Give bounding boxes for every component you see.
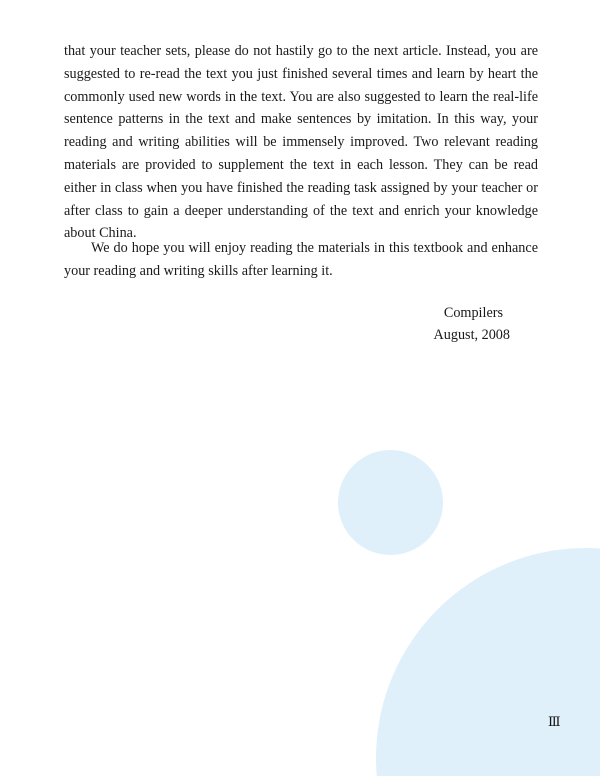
signature-date: August, 2008 <box>433 327 510 343</box>
signature-name: Compilers <box>443 305 503 321</box>
decorative-circle-small <box>338 450 443 555</box>
decorative-circle-large <box>376 548 600 776</box>
body-paragraph-2: We do hope you will enjoy reading the materials in this textbook and enhance your reading and writing skills after learning it. <box>64 240 538 279</box>
page-number: Ⅲ <box>548 714 560 729</box>
body-paragraph-1: that your teacher sets, please do not hastily go to the next article. Instead, you are suggested to re-read the text you just finished several times and learn by heart the commonly used new words in the text. You are also suggested to learn the real-life sentence patterns in the text and make sentences by imitation. In this way, your reading and writing abilities will be immensely improved. Two relevant reading materials are provided to supplement the text in each lesson. They can be read either in class when you have finished the reading task assigned by your teacher or after class to gain a deeper understanding of the text and enrich your knowledge about China. <box>64 43 538 242</box>
